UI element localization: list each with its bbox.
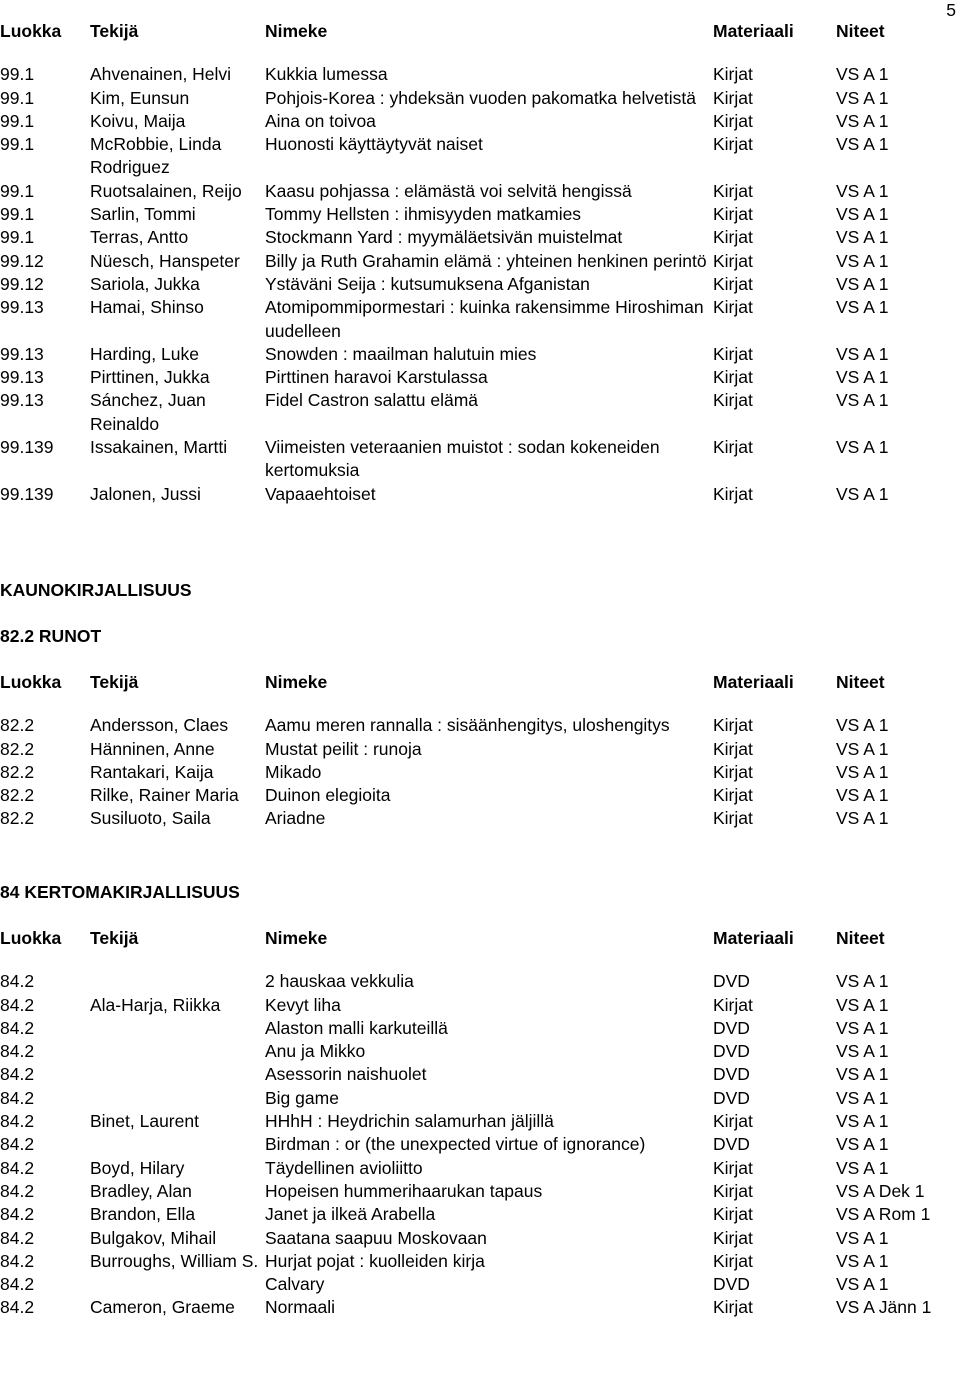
cell-nimeke: Viimeisten veteraanien muistot : sodan kokeneiden kertomuksia (265, 437, 660, 481)
cell-materiaali: Kirjat (713, 227, 753, 248)
cell-tekija: Rantakari, Kaija (90, 761, 214, 782)
cell-materiaali: Kirjat (713, 808, 753, 829)
section-subheading-kertomakirjallisuus: 84 KERTOMAKIRJALLISUUS (0, 882, 240, 902)
table-header-row (0, 671, 958, 714)
column-header-nimeke: Nimeke (265, 672, 328, 692)
cell-materiaali: DVD (713, 971, 750, 992)
table-row (0, 63, 958, 86)
cell-niteet: VS A 1 (836, 437, 889, 458)
cell-materiaali: Kirjat (713, 64, 753, 85)
table-row (0, 366, 958, 389)
cell-tekija: Terras, Antto (90, 227, 189, 248)
table-row (0, 483, 958, 506)
cell-luokka: 99.12 (0, 250, 44, 271)
cell-materiaali: Kirjat (713, 1297, 753, 1318)
table-row (0, 1227, 958, 1250)
cell-luokka: 84.2 (0, 1227, 35, 1248)
cell-luokka: 99.13 (0, 390, 44, 411)
table-row (0, 1087, 958, 1110)
column-header-tekija: Tekijä (90, 21, 139, 41)
cell-luokka: 82.2 (0, 761, 35, 782)
cell-materiaali: DVD (713, 1064, 750, 1085)
catalog-section-poems (0, 671, 958, 831)
cell-nimeke: Aamu meren rannalla : sisäänhengitys, uloshengitys (265, 715, 670, 736)
cell-luokka: 82.2 (0, 715, 35, 736)
table-row (0, 1157, 958, 1180)
cell-luokka: 84.2 (0, 1041, 35, 1062)
cell-luokka: 84.2 (0, 1087, 35, 1108)
column-header-luokka: Luokka (0, 928, 62, 948)
cell-materiaali: Kirjat (713, 1204, 753, 1225)
table-row (0, 784, 958, 807)
cell-luokka: 84.2 (0, 1274, 35, 1295)
cell-luokka: 84.2 (0, 1111, 35, 1132)
cell-niteet: VS A 1 (836, 808, 889, 829)
cell-niteet: VS A 1 (836, 483, 889, 504)
catalog-table (0, 20, 958, 506)
cell-nimeke: Ariadne (265, 808, 326, 829)
cell-materiaali: Kirjat (713, 1180, 753, 1201)
cell-luokka: 84.2 (0, 971, 35, 992)
catalog-section-fiction (0, 927, 958, 1320)
cell-luokka: 99.139 (0, 483, 54, 504)
cell-tekija: Kim, Eunsun (90, 87, 190, 108)
cell-niteet: VS A 1 (836, 390, 889, 411)
section-heading-kaunokirjallisuus: KAUNOKIRJALLISUUS (0, 580, 192, 600)
cell-nimeke: Pohjois-Korea : yhdeksän vuoden pakomatka helvetistä (265, 87, 696, 108)
cell-tekija: Ruotsalainen, Reijo (90, 180, 242, 201)
table-body (0, 970, 958, 1319)
table-row (0, 761, 958, 784)
catalog-table (0, 927, 958, 1320)
cell-niteet: VS A 1 (836, 134, 889, 155)
cell-tekija (90, 1017, 265, 1040)
cell-tekija: Susiluoto, Saila (90, 808, 211, 829)
table-row (0, 994, 958, 1017)
cell-materiaali: Kirjat (713, 134, 753, 155)
table-row (0, 1250, 958, 1273)
table-body (0, 63, 958, 506)
cell-tekija: Harding, Luke (90, 343, 199, 364)
cell-nimeke: Janet ja ilkeä Arabella (265, 1204, 436, 1225)
cell-tekija: Hänninen, Anne (90, 738, 215, 759)
cell-tekija: Issakainen, Martti (90, 437, 228, 458)
cell-nimeke: Kaasu pohjassa : elämästä voi selvitä hengissä (265, 180, 632, 201)
cell-luokka: 99.13 (0, 367, 44, 388)
cell-niteet: VS A 1 (836, 1064, 889, 1085)
column-header-nimeke: Nimeke (265, 928, 328, 948)
cell-materiaali: Kirjat (713, 437, 753, 458)
cell-niteet: VS A 1 (836, 204, 889, 225)
cell-nimeke: Anu ja Mikko (265, 1041, 366, 1062)
table-header-row (0, 927, 958, 970)
cell-materiaali: Kirjat (713, 204, 753, 225)
cell-tekija (90, 1040, 265, 1063)
page-number: 5 (946, 0, 956, 20)
table-row (0, 1063, 958, 1086)
cell-luokka: 99.1 (0, 204, 35, 225)
cell-tekija (90, 1087, 265, 1110)
cell-tekija: Jalonen, Jussi (90, 483, 201, 504)
cell-niteet: VS A 1 (836, 994, 889, 1015)
table-row (0, 110, 958, 133)
cell-tekija: Burroughs, William S. (90, 1250, 259, 1271)
cell-niteet: VS A 1 (836, 297, 889, 318)
cell-niteet: VS A 1 (836, 110, 889, 131)
cell-nimeke: Saatana saapuu Moskovaan (265, 1227, 487, 1248)
cell-nimeke: Snowden : maailman halutuin mies (265, 343, 537, 364)
cell-tekija: Binet, Laurent (90, 1111, 199, 1132)
table-row (0, 1180, 958, 1203)
cell-nimeke: Kukkia lumessa (265, 64, 388, 85)
cell-materiaali: Kirjat (713, 367, 753, 388)
cell-niteet: VS A 1 (836, 343, 889, 364)
cell-luokka: 99.1 (0, 110, 35, 131)
cell-luokka: 99.1 (0, 64, 35, 85)
cell-nimeke: Hopeisen hummerihaarukan tapaus (265, 1180, 543, 1201)
cell-tekija: Rilke, Rainer Maria (90, 785, 239, 806)
table-row (0, 1017, 958, 1040)
cell-nimeke: Kevyt liha (265, 994, 341, 1015)
cell-nimeke: Birdman : or (the unexpected virtue of ignorance) (265, 1134, 646, 1155)
cell-niteet: VS A 1 (836, 715, 889, 736)
table-row (0, 273, 958, 296)
cell-nimeke: Aina on toivoa (265, 110, 376, 131)
table-row (0, 343, 958, 366)
cell-materiaali: Kirjat (713, 273, 753, 294)
table-row (0, 180, 958, 203)
cell-luokka: 82.2 (0, 738, 35, 759)
cell-luokka: 84.2 (0, 994, 35, 1015)
cell-materiaali: DVD (713, 1274, 750, 1295)
cell-nimeke: Alaston malli karkuteillä (265, 1017, 448, 1038)
table-row (0, 389, 958, 436)
cell-niteet: VS A Rom 1 (836, 1204, 931, 1225)
table-body (0, 714, 958, 830)
cell-nimeke: Duinon elegioita (265, 785, 391, 806)
cell-materiaali: Kirjat (713, 1250, 753, 1271)
cell-niteet: VS A 1 (836, 367, 889, 388)
cell-niteet: VS A Jänn 1 (836, 1297, 932, 1318)
cell-tekija (90, 970, 265, 993)
cell-nimeke: Stockmann Yard : myymäläetsivän muistelmat (265, 227, 623, 248)
table-row (0, 1203, 958, 1226)
cell-niteet: VS A 1 (836, 785, 889, 806)
table-row (0, 1273, 958, 1296)
catalog-section-biographies (0, 20, 958, 506)
cell-materiaali: DVD (713, 1017, 750, 1038)
cell-materiaali: Kirjat (713, 343, 753, 364)
cell-materiaali: Kirjat (713, 297, 753, 318)
table-row (0, 1296, 958, 1319)
cell-luokka: 99.1 (0, 134, 35, 155)
column-header-niteet: Niteet (836, 672, 885, 692)
cell-materiaali: Kirjat (713, 738, 753, 759)
table-row (0, 1133, 958, 1156)
cell-materiaali: Kirjat (713, 715, 753, 736)
cell-niteet: VS A 1 (836, 273, 889, 294)
cell-tekija: Sarlin, Tommi (90, 204, 196, 225)
section-subheading-runot: 82.2 RUNOT (0, 626, 102, 646)
table-row (0, 226, 958, 249)
column-header-niteet: Niteet (836, 21, 885, 41)
cell-luokka: 84.2 (0, 1017, 35, 1038)
cell-nimeke: Täydellinen avioliitto (265, 1157, 423, 1178)
cell-luokka: 99.139 (0, 437, 54, 458)
cell-niteet: VS A 1 (836, 971, 889, 992)
table-row (0, 1110, 958, 1133)
cell-tekija (90, 1273, 265, 1296)
column-header-materiaali: Materiaali (713, 21, 794, 41)
cell-materiaali: Kirjat (713, 180, 753, 201)
table-header-row (0, 20, 958, 63)
cell-materiaali: DVD (713, 1134, 750, 1155)
cell-niteet: VS A 1 (836, 250, 889, 271)
cell-luokka: 84.2 (0, 1064, 35, 1085)
cell-materiaali: Kirjat (713, 87, 753, 108)
cell-nimeke: Asessorin naishuolet (265, 1064, 427, 1085)
table-row (0, 133, 958, 180)
cell-luokka: 82.2 (0, 808, 35, 829)
cell-materiaali: Kirjat (713, 761, 753, 782)
cell-materiaali: Kirjat (713, 250, 753, 271)
cell-tekija: Nüesch, Hanspeter (90, 250, 240, 271)
cell-materiaali: Kirjat (713, 483, 753, 504)
cell-materiaali: Kirjat (713, 1111, 753, 1132)
cell-luokka: 84.2 (0, 1250, 35, 1271)
table-row (0, 807, 958, 830)
cell-luokka: 99.1 (0, 180, 35, 201)
column-header-luokka: Luokka (0, 672, 62, 692)
catalog-table (0, 671, 958, 831)
cell-tekija: Bradley, Alan (90, 1180, 192, 1201)
table-row (0, 738, 958, 761)
table-row (0, 250, 958, 273)
cell-niteet: VS A 1 (836, 738, 889, 759)
cell-niteet: VS A 1 (836, 1087, 889, 1108)
column-header-luokka: Luokka (0, 21, 62, 41)
cell-materiaali: DVD (713, 1087, 750, 1108)
cell-materiaali: Kirjat (713, 390, 753, 411)
cell-luokka: 99.1 (0, 87, 35, 108)
cell-luokka: 99.13 (0, 297, 44, 318)
cell-nimeke: Atomipommipormestari : kuinka rakensimme Hiroshiman uudelleen (265, 297, 704, 341)
cell-niteet: VS A 1 (836, 761, 889, 782)
cell-niteet: VS A 1 (836, 180, 889, 201)
cell-niteet: VS A 1 (836, 1157, 889, 1178)
cell-materiaali: Kirjat (713, 785, 753, 806)
cell-luokka: 99.1 (0, 227, 35, 248)
cell-niteet: VS A 1 (836, 1017, 889, 1038)
column-header-tekija: Tekijä (90, 928, 139, 948)
cell-tekija: Cameron, Graeme (90, 1297, 235, 1318)
cell-nimeke: Normaali (265, 1297, 336, 1318)
cell-luokka: 84.2 (0, 1134, 35, 1155)
cell-luokka: 84.2 (0, 1204, 35, 1225)
cell-tekija: Koivu, Maija (90, 110, 186, 131)
cell-niteet: VS A 1 (836, 1041, 889, 1062)
table-row (0, 436, 958, 483)
cell-luokka: 82.2 (0, 785, 35, 806)
cell-tekija (90, 1133, 265, 1156)
column-header-materiaali: Materiaali (713, 928, 794, 948)
table-row (0, 1040, 958, 1063)
cell-nimeke: 2 hauskaa vekkulia (265, 971, 414, 992)
cell-niteet: VS A 1 (836, 227, 889, 248)
cell-materiaali: Kirjat (713, 110, 753, 131)
cell-tekija: Sánchez, Juan Reinaldo (90, 390, 206, 434)
cell-materiaali: Kirjat (713, 994, 753, 1015)
cell-niteet: VS A 1 (836, 64, 889, 85)
cell-niteet: VS A 1 (836, 1134, 889, 1155)
table-row (0, 296, 958, 343)
cell-luokka: 99.13 (0, 343, 44, 364)
cell-tekija: Pirttinen, Jukka (90, 367, 210, 388)
cell-luokka: 84.2 (0, 1180, 35, 1201)
cell-nimeke: HHhH : Heydrichin salamurhan jäljillä (265, 1111, 554, 1132)
cell-niteet: VS A 1 (836, 87, 889, 108)
cell-nimeke: Ystäväni Seija : kutsumuksena Afganistan (265, 273, 590, 294)
cell-nimeke: Billy ja Ruth Grahamin elämä : yhteinen henkinen perintö (265, 250, 707, 271)
cell-niteet: VS A Dek 1 (836, 1180, 925, 1201)
table-row (0, 714, 958, 737)
cell-niteet: VS A 1 (836, 1111, 889, 1132)
cell-tekija: Hamai, Shinso (90, 297, 204, 318)
cell-niteet: VS A 1 (836, 1250, 889, 1271)
cell-luokka: 99.12 (0, 273, 44, 294)
cell-nimeke: Pirttinen haravoi Karstulassa (265, 367, 488, 388)
cell-tekija: Ahvenainen, Helvi (90, 64, 232, 85)
cell-tekija: Andersson, Claes (90, 715, 229, 736)
cell-niteet: VS A 1 (836, 1227, 889, 1248)
column-header-tekija: Tekijä (90, 672, 139, 692)
cell-luokka: 84.2 (0, 1297, 35, 1318)
cell-tekija: Sariola, Jukka (90, 273, 200, 294)
cell-materiaali: DVD (713, 1041, 750, 1062)
cell-nimeke: Huonosti käyttäytyvät naiset (265, 134, 483, 155)
cell-tekija: Brandon, Ella (90, 1204, 196, 1225)
column-header-materiaali: Materiaali (713, 672, 794, 692)
table-row (0, 203, 958, 226)
cell-nimeke: Tommy Hellsten : ihmisyyden matkamies (265, 204, 582, 225)
cell-nimeke: Hurjat pojat : kuolleiden kirja (265, 1250, 485, 1271)
cell-nimeke: Fidel Castron salattu elämä (265, 390, 479, 411)
cell-nimeke: Mikado (265, 761, 322, 782)
cell-tekija: Boyd, Hilary (90, 1157, 185, 1178)
cell-nimeke: Big game (265, 1087, 339, 1108)
table-row (0, 87, 958, 110)
cell-nimeke: Calvary (265, 1274, 325, 1295)
cell-materiaali: Kirjat (713, 1227, 753, 1248)
cell-tekija: Bulgakov, Mihail (90, 1227, 217, 1248)
cell-tekija: McRobbie, Linda Rodriguez (90, 134, 222, 178)
cell-nimeke: Vapaaehtoiset (265, 483, 376, 504)
column-header-nimeke: Nimeke (265, 21, 328, 41)
cell-niteet: VS A 1 (836, 1274, 889, 1295)
column-header-niteet: Niteet (836, 928, 885, 948)
cell-luokka: 84.2 (0, 1157, 35, 1178)
table-row (0, 970, 958, 993)
cell-tekija (90, 1063, 265, 1086)
cell-nimeke: Mustat peilit : runoja (265, 738, 422, 759)
cell-tekija: Ala-Harja, Riikka (90, 994, 221, 1015)
cell-materiaali: Kirjat (713, 1157, 753, 1178)
